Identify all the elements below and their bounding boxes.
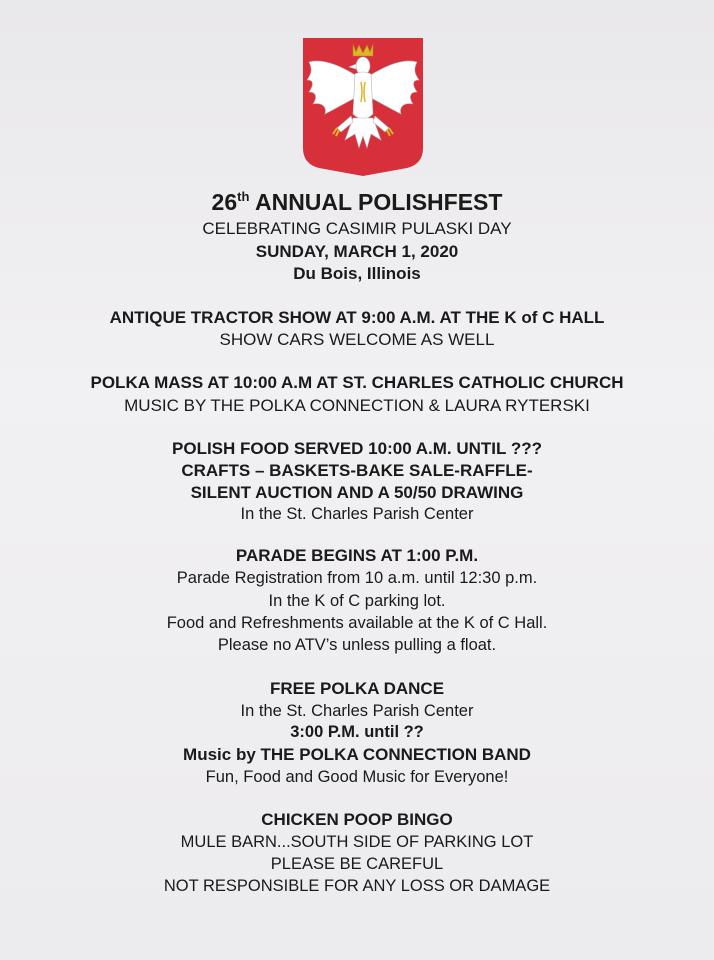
title-suffix: th [237,189,250,204]
title-number: 26 [211,189,238,215]
title-text: ANNUAL POLISHFEST [254,189,503,215]
food-line-1: In the St. Charles Parish Center [240,505,474,523]
bingo-line-3: NOT RESPONSIBLE FOR ANY LOSS OR DAMAGE [163,877,551,895]
bingo-line-1: MULE BARN...SOUTH SIDE OF PARKING LOT [180,833,534,851]
event-title [0,189,714,216]
event-location: Du Bois, Illinois [293,264,421,283]
food-heading-2: CRAFTS – BASKETS-BAKE SALE-RAFFLE- [181,461,533,480]
event-date: SUNDAY, MARCH 1, 2020 [255,242,459,261]
bingo-line-2: PLEASE BE CAREFUL [270,855,444,873]
tractor-heading: ANTIQUE TRACTOR SHOW AT 9:00 A.M. AT THE K of C HALL [109,308,605,327]
parade-line-2: In the K of C parking lot. [268,592,446,610]
dance-heading: FREE POLKA DANCE [269,679,445,698]
parade-heading: PARADE BEGINS AT 1:00 P.M. [235,546,479,565]
dance-line-3: Music by THE POLKA CONNECTION BAND [183,745,531,764]
polish-eagle-crest-icon [301,36,425,176]
parade-line-4: Please no ATV’s unless pulling a float. [217,636,497,654]
parade-line-1: Parade Registration from 10 a.m. until 12:30 p.m. [176,569,538,587]
mass-heading: POLKA MASS AT 10:00 A.M AT ST. CHARLES CATHOLIC CHURCH [90,373,624,392]
mass-line-1: MUSIC BY THE POLKA CONNECTION & LAURA RYTERSKI [124,396,590,415]
tractor-line-1: SHOW CARS WELCOME AS WELL [219,330,495,349]
food-heading-1: POLISH FOOD SERVED 10:00 A.M. UNTIL ??? [172,439,542,458]
dance-line-2: 3:00 P.M. until ?? [290,723,424,741]
food-heading-3: SILENT AUCTION AND A 50/50 DRAWING [190,483,524,502]
event-subtitle: CELEBRATING CASIMIR PULASKI DAY [202,219,512,238]
bingo-heading: CHICKEN POOP BINGO [261,810,453,829]
dance-line-4: Fun, Food and Good Music for Everyone! [205,768,509,786]
dance-line-1: In the St. Charles Parish Center [240,702,474,720]
parade-line-3: Food and Refreshments available at the K of C Hall. [166,614,548,632]
